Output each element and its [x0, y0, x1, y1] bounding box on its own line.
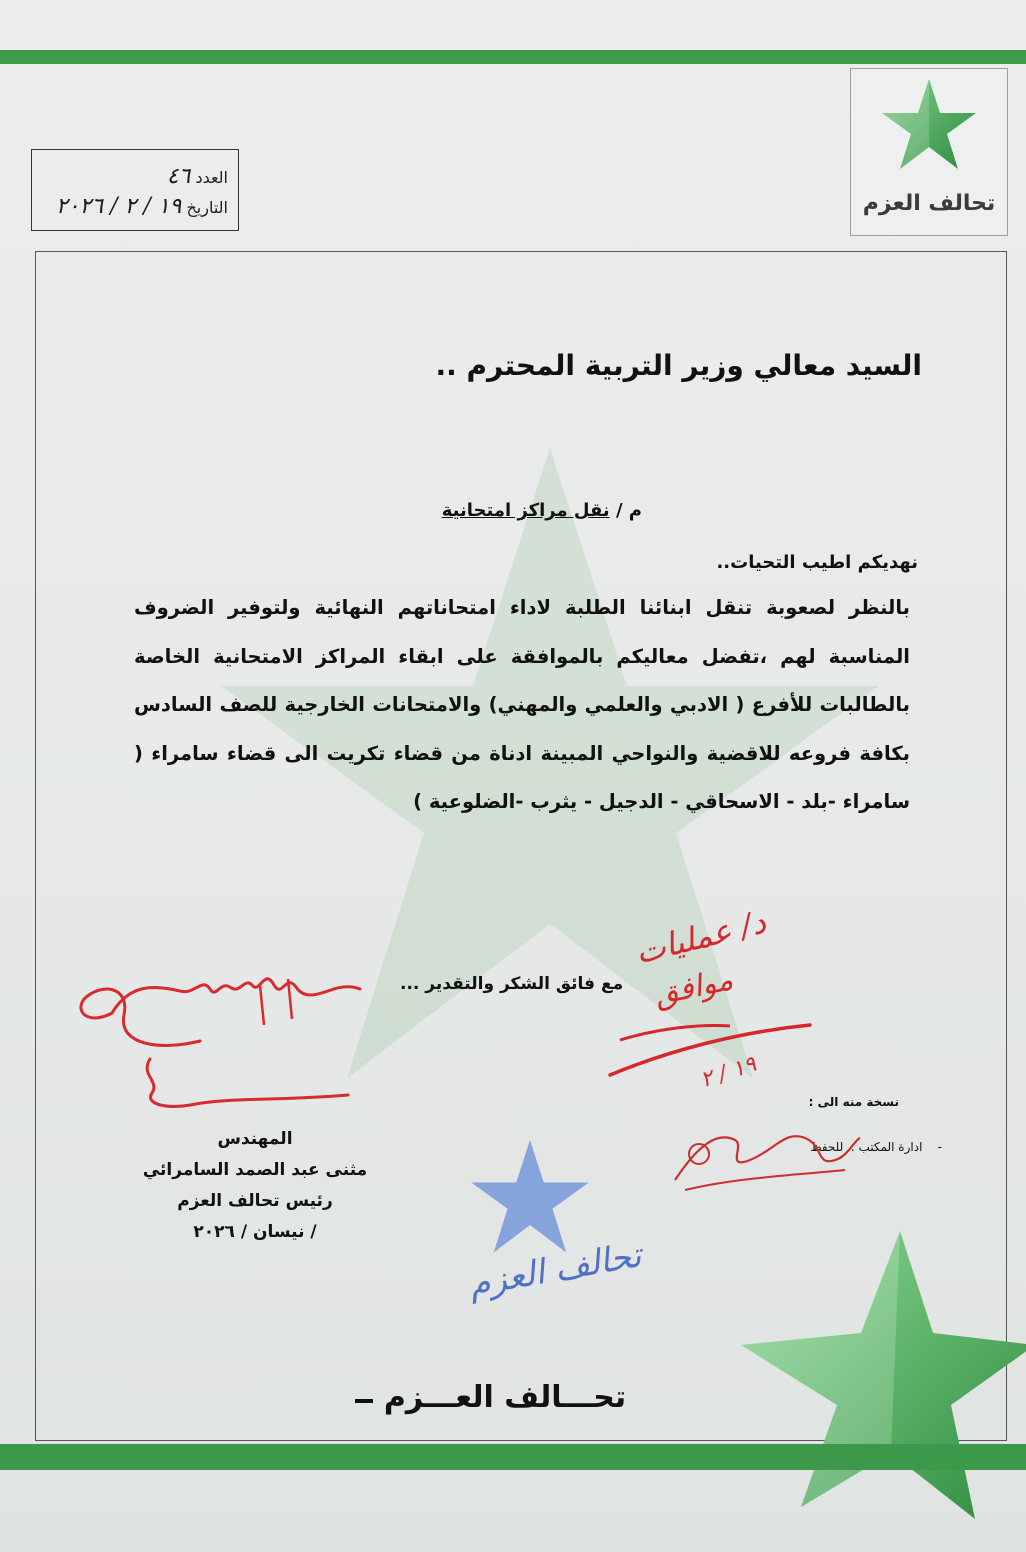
subject-text: نقل مراكز امتحانية [441, 500, 610, 521]
letterhead-logo [850, 68, 1008, 236]
signatory-position: رئيس تحالف العزم [177, 1191, 333, 1211]
closing-line: مع فائق الشكر والتقدير ... [400, 974, 624, 994]
subject-prefix: م / [615, 500, 642, 521]
reference-box [31, 149, 239, 231]
annotation-date: ١٩ / ٢ [697, 1051, 760, 1094]
top-green-band [0, 50, 1026, 64]
reference-date [56, 194, 228, 219]
red-signature [60, 955, 370, 1125]
annotation-word-2: موافق [651, 962, 737, 1013]
copies-heading: نسخة منه الى : [808, 1095, 899, 1109]
subject-line [242, 500, 642, 521]
addressee-line: السيد معالي وزير التربية المحترم .. [435, 349, 922, 382]
corner-star-icon [735, 1225, 1026, 1525]
reference-number [167, 164, 228, 189]
greeting-line: نهديكم اطيب التحيات.. [716, 552, 918, 573]
logo-text: تحالف العزم [862, 191, 996, 216]
green-star-icon [879, 75, 979, 175]
reference-date-label: التاريخ [186, 198, 228, 217]
signature-block [110, 1124, 400, 1248]
reference-date-value: ١٩ / ٢ / ٢٠٢٦ [55, 194, 182, 219]
signature-date: / نيسان / ٢٠٢٦ [193, 1222, 317, 1242]
reference-number-value: ٤٦ [166, 164, 191, 189]
stamp-text: تحالف العزم [465, 1235, 645, 1305]
blue-stamp [455, 1135, 665, 1335]
red-annotation [600, 900, 820, 1110]
blue-star-icon [465, 1135, 595, 1260]
copies-item-dash: - [922, 1140, 942, 1154]
copies-item-text: ادارة المكتب .. للحفظ [810, 1140, 923, 1154]
footer-brand: تحـــالف العـــزم [383, 1380, 627, 1415]
signatory-name: مثنى عبد الصمد السامرائي [142, 1160, 368, 1180]
annotation-word-1: د/ عمليات [631, 902, 770, 972]
reference-number-label: العدد [195, 168, 228, 187]
bottom-green-band [0, 1444, 1026, 1470]
signatory-title: المهندس [217, 1129, 293, 1149]
letter-body: بالنظر لصعوبة تنقل ابنائنا الطلبة لاداء امتحاناتهم النهائية ولتوفير الضروف المناسبة لهم ،تفضل معاليكم بالموافقة على ابقاء المراكز الامتحانية الخاصة بالطالبات للأفرع ( الادبي والعلمي والمهني) والامتحانات الخارجية للصف السادس بكافة فروعه للاقضية والنواحي المبينة ادناة من قضاء تكريت الى قضاء سامراء ( سامراء -بلد - الاسحاقي - الدجيل - يثرب -الضلوعية ) [134, 596, 910, 813]
red-approval-signature [665, 1110, 865, 1200]
footer-rule [355, 1399, 373, 1403]
